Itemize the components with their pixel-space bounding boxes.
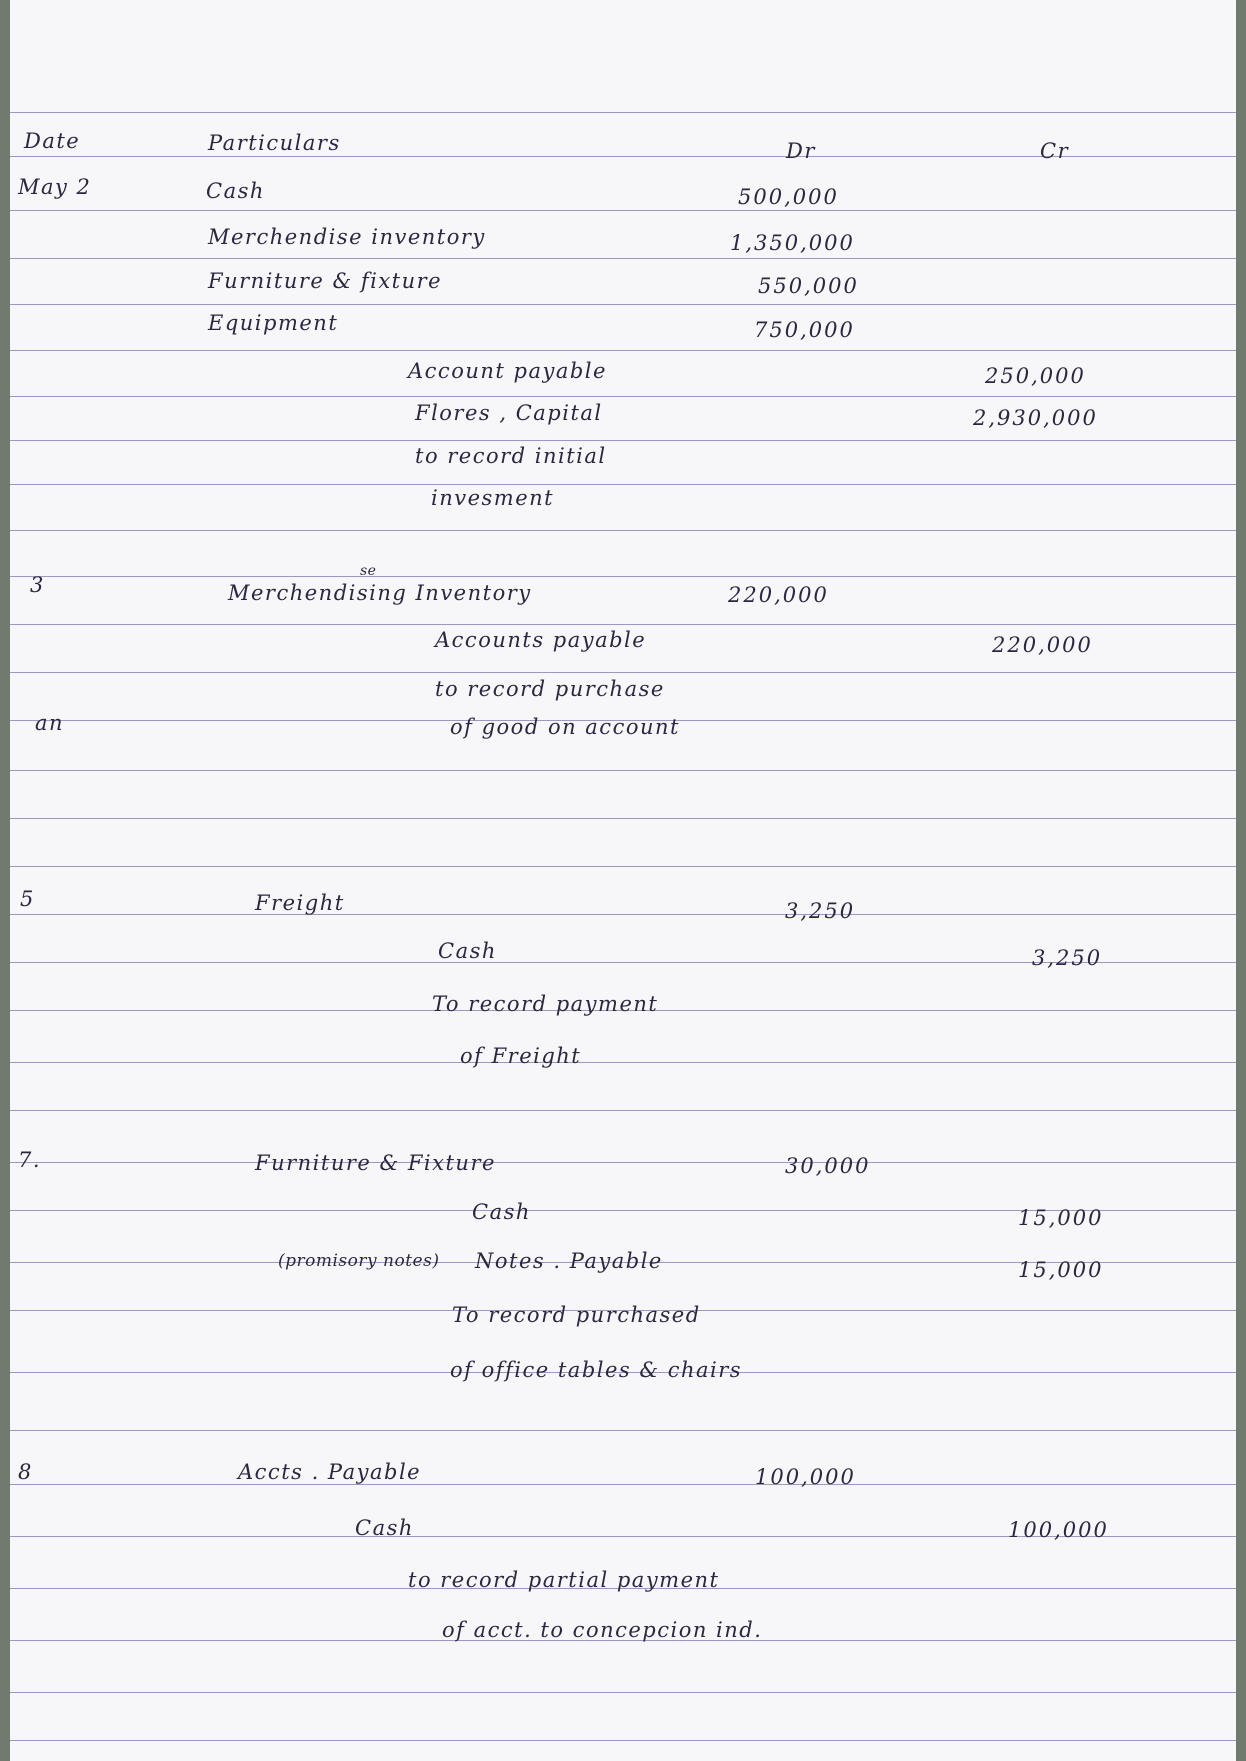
memo-line: To record payment xyxy=(432,992,659,1016)
credit-amount: 15,000 xyxy=(1018,1206,1104,1230)
credit-account: Flores , Capital xyxy=(415,401,603,425)
memo-line: to record initial xyxy=(415,444,607,468)
ruled-line xyxy=(10,1430,1236,1431)
debit-account: Furniture & fixture xyxy=(208,269,443,293)
memo-line: invesment xyxy=(431,486,555,510)
debit-account: Furniture & Fixture xyxy=(255,1151,496,1175)
header-particulars: Particulars xyxy=(208,131,341,155)
ruled-line xyxy=(10,112,1236,113)
credit-account: Cash xyxy=(438,939,497,963)
ruled-line xyxy=(10,1484,1236,1485)
debit-amount: 100,000 xyxy=(755,1465,856,1489)
ruled-line xyxy=(10,396,1236,397)
debit-account: Equipment xyxy=(208,311,339,335)
credit-account: Cash xyxy=(355,1516,414,1540)
debit-account: Accts . Payable xyxy=(238,1460,422,1484)
credit-amount: 2,930,000 xyxy=(973,406,1098,430)
ruled-line xyxy=(10,210,1236,211)
ruled-line xyxy=(10,1110,1236,1111)
memo-line: of acct. to concepcion ind. xyxy=(442,1618,763,1642)
debit-account: Merchendise inventory xyxy=(208,225,486,249)
credit-amount: 250,000 xyxy=(985,364,1086,388)
debit-amount: 3,250 xyxy=(785,899,856,923)
debit-account: Merchendising Inventory xyxy=(228,581,532,605)
ruled-line xyxy=(10,818,1236,819)
header-credit: Cr xyxy=(1040,139,1070,163)
promissory-note-label: (promisory notes) xyxy=(278,1251,440,1271)
credit-account: Cash xyxy=(472,1200,531,1224)
margin-scribble: an xyxy=(35,711,65,735)
entry-date: May 2 xyxy=(18,175,92,199)
ruled-line xyxy=(10,1062,1236,1063)
ruled-line xyxy=(10,350,1236,351)
credit-account: Account payable xyxy=(408,359,607,383)
header-date: Date xyxy=(24,129,81,153)
memo-line: of Freight xyxy=(460,1044,582,1068)
credit-account: Notes . Payable xyxy=(475,1249,663,1273)
memo-line: To record purchased xyxy=(452,1303,701,1327)
ruled-line xyxy=(10,866,1236,867)
ruled-line xyxy=(10,1692,1236,1693)
ruled-line xyxy=(10,530,1236,531)
ruled-line xyxy=(10,770,1236,771)
correction-note: se xyxy=(360,563,377,579)
debit-amount: 30,000 xyxy=(785,1154,871,1178)
ruled-line xyxy=(10,258,1236,259)
notebook-page xyxy=(10,0,1236,1761)
ruled-line xyxy=(10,440,1236,441)
debit-amount: 220,000 xyxy=(728,583,829,607)
debit-amount: 750,000 xyxy=(754,318,855,342)
ruled-line xyxy=(10,1162,1236,1163)
credit-amount: 220,000 xyxy=(992,633,1093,657)
ruled-line xyxy=(10,576,1236,577)
debit-amount: 1,350,000 xyxy=(730,231,855,255)
header-debit: Dr xyxy=(786,139,816,163)
ruled-line xyxy=(10,484,1236,485)
credit-amount: 3,250 xyxy=(1032,946,1103,970)
credit-amount: 100,000 xyxy=(1008,1518,1109,1542)
ruled-line xyxy=(10,624,1236,625)
credit-account: Accounts payable xyxy=(435,628,647,652)
entry-date: 3 xyxy=(30,573,45,597)
debit-account: Cash xyxy=(206,179,265,203)
memo-line: of good on account xyxy=(450,715,680,739)
memo-line: to record partial payment xyxy=(408,1568,720,1592)
debit-account: Freight xyxy=(255,891,345,915)
ruled-line xyxy=(10,304,1236,305)
entry-date: 5 xyxy=(20,887,35,911)
credit-amount: 15,000 xyxy=(1018,1258,1104,1282)
memo-line: of office tables & chairs xyxy=(450,1358,743,1382)
ruled-line xyxy=(10,1740,1236,1741)
ruled-line xyxy=(10,914,1236,915)
entry-date: 7. xyxy=(18,1148,42,1172)
memo-line: to record purchase xyxy=(435,677,665,701)
debit-amount: 500,000 xyxy=(738,185,839,209)
entry-date: 8 xyxy=(18,1460,33,1484)
ruled-line xyxy=(10,672,1236,673)
debit-amount: 550,000 xyxy=(758,274,859,298)
